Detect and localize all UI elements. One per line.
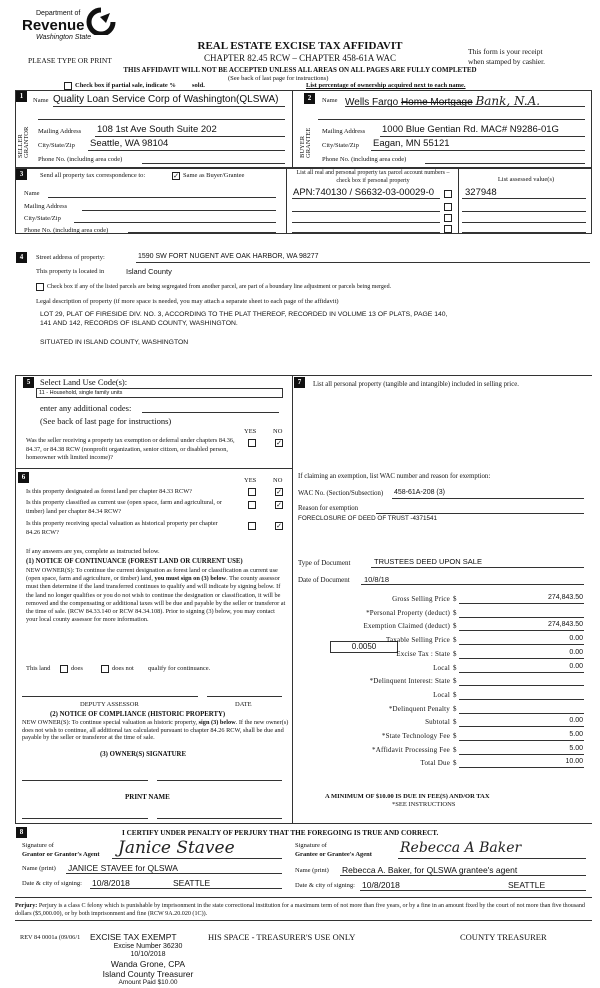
underline [459,603,584,604]
underline [371,150,585,151]
buyer-name-typed: Wells Fargo [345,97,399,108]
underline [112,858,282,859]
exemption-no-checkbox[interactable]: ✓ [276,439,282,447]
street-address[interactable]: 1590 SW FORT NUGENT AVE OAK HARBOR, WA 98277 [138,253,319,260]
underline [292,198,440,199]
historic-question: Is this property receiving special valuation as historical property per chapter 84.26 RCW? [26,520,218,536]
see-back-note: (See back of last page for instructions) [228,75,329,82]
underline [459,754,584,755]
fee-value[interactable]: 10.00 [565,758,583,766]
text-bold: sign (3) below [198,719,236,726]
section-2-badge: 2 [304,93,315,104]
grantor-name[interactable]: JANICE STAVEE for QLSWA [68,863,178,873]
underline [371,567,584,568]
underline [462,232,586,233]
wac-number[interactable]: 458-61A-208 (3) [394,489,445,496]
see-back-label: (See back of last page for instructions) [40,416,172,426]
divider [15,468,292,469]
print-name-line[interactable] [22,818,148,819]
exemption-question: Was the seller receiving a property tax exemption or deferral under chapters 84.36, 84.37, or 84.38 RCW (nonprofit organization, senior citizen, or disabled person, homeowner with limited income)? [26,437,235,461]
text: . The county assessor must then determine if the land transferred continues to qualify and will indicate by signing below. If the land no longer qualifies or you do not wish to continue the designation or classification, it will be removed and the compensating or additional taxes will be due and payable by the seller or transferor at the time of sale. (RCW 84.33.140 or RCW 84.34.108). Prior to signing (3) below, you may contact your local county assessor for more information. [26,575,286,624]
dollar-sign: $ [453,690,457,699]
print-name-line[interactable] [157,818,282,819]
segregate-label: Check box if any of the listed parcels are being segregated from another parcel, are part of a boundary line adjustment or parcels being merged. [47,284,392,290]
additional-codes-label: enter any additional codes: [40,403,132,413]
text: NEW OWNER(S): To continue special valuation as historic property, [22,719,199,726]
dollar-sign: $ [453,745,457,754]
dollar-sign: $ [453,608,457,617]
underline [459,685,584,686]
seller-city-label: City/State/Zip [38,142,75,149]
logo-state: Washington State [36,34,92,41]
divider [15,823,592,824]
current-use-no-checkbox[interactable]: ✓ [276,501,282,509]
dollar-sign: $ [453,663,457,672]
text: . If the new owner(s) does not wish to continue, all additional tax calculated pursuant to chapter 84.26 RCW, shall be due and payable by the seller or transferor at the time of sale. [22,719,289,741]
corr-name-label: Name [24,190,40,197]
underline [380,136,585,137]
fee-label: *Affidavit Processing Fee [372,745,450,754]
receipt-note-2: when stamped by cashier. [468,57,546,66]
parcel-header: List all real and personal property tax parcel account numbers – check box if personal property [296,170,450,184]
seller-name[interactable]: Quality Loan Service Corp of Washington(QLSWA) [53,94,279,105]
qualify-label: qualify for continuance. [148,665,211,672]
minimum-note: A MINIMUM OF $10.00 IS DUE IN FEE(S) AND/OR TAX [325,793,490,800]
underline [128,232,276,233]
underline [462,211,586,212]
exemption-yes-checkbox[interactable] [248,439,256,447]
owner-signature-title: (3) OWNER(S) SIGNATURE [100,751,186,758]
form-warning: THIS AFFIDAVIT WILL NOT BE ACCEPTED UNLESS ALL AREAS ON ALL PAGES ARE FULLY COMPLETED [123,66,477,74]
underline [66,873,282,874]
fee-value[interactable]: 5.00 [569,731,583,738]
divider [292,90,293,168]
divider [292,375,293,823]
fee-label: Total Due [420,759,450,768]
underline [462,198,586,199]
segregate-checkbox[interactable] [36,283,44,291]
dollar-sign: $ [453,595,457,603]
underline [142,163,285,164]
assessor-date-line[interactable] [207,696,282,697]
grantee-city[interactable]: SEATTLE [508,880,546,890]
street-label: Street address of property: [36,254,105,261]
amount-paid: Amount Paid $10.00 [118,979,178,986]
notice-compliance-title: (2) NOTICE OF COMPLIANCE (HISTORIC PROPERTY) [50,711,226,718]
underline [38,119,285,120]
treasurer-title: Island County Treasurer [102,969,194,979]
partial-sale-checkbox[interactable] [64,82,72,90]
forest-no-checkbox[interactable]: ✓ [276,488,282,496]
wac-label: WAC No. (Section/Subsection) [298,490,384,497]
underline [90,888,282,889]
dollar-sign: $ [453,649,457,658]
does-not-checkbox[interactable] [101,665,109,673]
fee-label: *State Technology Fee [381,732,450,740]
seller-name-label: Name [33,97,49,104]
yes-header: YES [244,428,257,435]
this-land-label: This land [26,665,51,672]
doc-date[interactable]: 10/8/18 [364,575,390,584]
no-header: NO [273,428,283,435]
local-rate-field[interactable]: 0.0050 [330,641,398,653]
seller-mail[interactable]: 108 1st Ave South Suite 202 [97,124,217,135]
legal-line-1: LOT 29, PLAT OF FIRESIDE DIV. NO. 3, ACCORDING TO THE PLAT THEREOF, RECORDED IN VOLUME 13 OF PLATS, PAGE 140, [40,311,448,318]
fee-label: Taxable Selling Price [386,636,450,645]
underline [88,150,285,151]
underline [459,699,584,700]
corr-phone-label: Phone No. (including area code) [24,227,109,234]
exempt-stamp: EXCISE TAX EXEMPT [90,932,177,942]
grantor-date[interactable]: 10/8/2018 [92,878,130,888]
underline [292,222,440,223]
underline [48,197,276,198]
assessed-header: List assessed value(s) [497,176,555,183]
yes-header: YES [244,477,257,484]
underline [459,672,584,673]
grantor-name-label: Name (print) [22,865,56,872]
print-name-label: PRINT NAME [125,793,170,801]
buyer-city-label: City/State/Zip [322,142,359,149]
underline [459,740,584,741]
underline [318,119,585,120]
dollar-sign: $ [453,704,457,713]
reason-label: Reason for exemption [298,505,359,512]
fee-label: *Delinquent Interest: State [369,677,450,686]
dollar-sign: $ [453,622,457,631]
dollar-sign: $ [453,759,457,768]
underline [360,890,586,891]
grantee-name[interactable]: Rebecca A. Baker, for QLSWA grantee's agent [342,865,518,875]
underline [376,513,584,514]
section-7-badge: 7 [294,377,305,388]
underline [95,136,285,137]
section-8-badge: 8 [16,827,27,838]
located-label: This property is located in [36,268,105,275]
underline [392,498,584,499]
historic-yes-checkbox[interactable] [248,522,256,530]
historic-no-checkbox[interactable]: ✓ [276,522,282,530]
form-revision: REV 84 0001a (09/06/1 [20,934,81,941]
treasurer-use-label: HIS SPACE - TREASURER'S USE ONLY [208,932,356,942]
please-type: PLEASE TYPE OR PRINT [28,56,112,65]
perjury-bold: Perjury: [15,903,38,909]
grantor-agent-label: Grantor or Grantor's Agent [22,851,100,858]
underline [292,232,440,233]
does-not-label: does not [112,665,134,672]
corr-mail-label: Mailing Address [24,203,68,210]
dollar-sign: $ [453,636,457,645]
fee-value[interactable]: 0.00 [569,648,583,656]
buyer-phone-label: Phone No. (including area code) [322,156,407,163]
exemption-reason[interactable]: FORECLOSURE OF DEED OF TRUST -4371541 [298,515,438,522]
current-use-question: Is this property classified as current use (open space, farm and agricultural, or timber) land per chapter 84.34 RCW? [26,499,222,515]
buyer-side-label: BUYER GRANTEE [299,127,312,158]
county[interactable]: Island County [126,267,172,276]
underline [459,630,584,631]
date-label: DATE [235,701,252,708]
buyer-mail[interactable]: 1000 Blue Gentian Rd. MAC# N9286-01G [382,124,559,135]
grantor-signature[interactable]: Janice Stavee [118,838,235,858]
notice-continuance-text [26,567,288,624]
forest-yes-checkbox[interactable] [248,488,256,496]
no-header: NO [273,477,283,484]
underline [459,726,584,727]
doc-type-label: Type of Document [298,559,351,567]
buyer-city[interactable]: Eagan, MN 55121 [373,138,450,149]
grantee-signature[interactable]: Rebecca A Baker [400,840,522,856]
fee-label: Local [433,663,450,672]
text-bold: you must sign on (3) below [154,575,227,583]
underline [340,875,586,876]
receipt-note-1: This form is your receipt [468,47,543,56]
underline [345,106,585,107]
grantee-agent-label: Grantee or Grantee's Agent [295,851,372,858]
buyer-name-label: Name [322,97,338,104]
notice-continuance-title: (1) NOTICE OF CONTINUANCE (FOREST LAND OR CURRENT USE) [26,558,243,565]
excise-number: Excise Number 36230 [113,943,183,950]
section-4-badge: 4 [16,252,27,263]
underline [142,412,279,413]
section-6-badge: 6 [18,472,29,483]
ownership-pct-note: List percentage of ownership acquired next to each name. [306,82,466,89]
seller-mail-label: Mailing Address [38,128,82,135]
same-as-buyer-checkbox[interactable]: ✓ [173,172,179,180]
same-as-buyer-label: Same as Buyer/Grantee [183,172,245,179]
perjury-text: Perjury is a class C felony which is punishable by imprisonment in the state correctional institution for a maximum term of not more than five years, or by a fine in an amount fixed by the court of not more than five thousand dollars ($5,000.00), or by both imprisonment and fine (RCW 9A.20.020 (1C)). [15,903,585,917]
section-5-badge: 5 [23,377,34,388]
section-1-badge: 1 [16,91,27,102]
fee-value[interactable]: 274,843.50 [547,594,583,601]
owner-signature-line[interactable] [22,780,148,781]
send-correspondence-label: Send all property tax correspondence to: [40,172,146,179]
assessed-value[interactable]: 327948 [465,187,497,198]
dollar-sign: $ [453,732,457,740]
owner-signature-line[interactable] [157,780,282,781]
text: NEW OWNER(S): To continue the current designation as forest land or classification as current use (open space, farm and agriculture, or timber) land, [26,567,278,583]
seller-phone-label: Phone No. (including area code) [38,156,123,163]
notice-compliance-text [22,719,290,742]
sig-of-label: Signature of [295,842,327,849]
personal-property-checkbox[interactable] [444,190,452,198]
logo-name: Revenue [22,17,85,34]
divider [458,168,459,234]
perjury-notice [15,902,595,918]
fee-label: Subtotal [425,718,450,727]
current-use-yes-checkbox[interactable] [248,501,256,509]
grantee-date-label: Date & city of signing: [295,882,355,889]
logo-dept: Department of [36,10,81,17]
legal-label: Legal description of property (if more space is needed, you may attach a separate sheet to each page of the affidavit) [36,298,339,305]
doc-date-label: Date of Document [298,576,350,584]
section-3-badge: 3 [16,169,27,180]
parcel-number[interactable]: APN:740130 / S6632-03-00029-0 [293,187,435,198]
land-use-label: Select Land Use Code(s): [40,377,128,387]
seller-side-label: SELLER GRANTOR [17,126,30,158]
county-treasurer-label: COUNTY TREASURER [460,932,547,942]
legal-line-2: 141 AND 142, RECORDS OF ISLAND COUNTY, WASHINGTON. [40,320,238,327]
fee-label: *Delinquent Penalty [388,704,450,713]
underline [459,713,584,714]
deputy-assessor-label: DEPUTY ASSESSOR [80,701,139,708]
dollar-sign: $ [453,677,457,686]
fee-value[interactable]: 274,843.50 [547,621,583,629]
underline [82,210,276,211]
does-label: does [71,665,83,672]
legal-line-3: SITUATED IN ISLAND COUNTY, WASHINGTON [40,339,189,346]
underline [398,858,586,859]
underline [74,222,276,223]
corr-city-label: City/State/Zip [24,215,61,222]
personal-property-checkbox[interactable] [444,214,452,222]
land-use-code-field[interactable]: 11 - Household, single family units [36,388,283,398]
fee-value[interactable]: 0.00 [569,635,583,643]
underline [53,106,285,107]
form-chapter: CHAPTER 82.45 RCW – CHAPTER 458-61A WAC [204,53,396,63]
grantee-name-label: Name (print) [295,867,329,874]
see-instructions: *SEE INSTRUCTIONS [392,801,456,808]
assessor-signature-line[interactable] [22,696,198,697]
buyer-name-handwritten: Bank, N.A. [475,94,541,108]
form-title: REAL ESTATE EXCISE TAX AFFIDAVIT [197,40,403,52]
divider [15,897,592,898]
underline [459,644,584,645]
dollar-sign: $ [453,718,457,727]
divider [286,168,287,234]
underline [361,584,584,585]
grantee-date[interactable]: 10/8/2018 [362,880,400,890]
sig-of-label: Signature of [22,842,54,849]
personal-property-label: List all personal property (tangible and intangible) included in selling price. [313,381,519,388]
underline [136,262,590,263]
grantor-date-label: Date & city of signing: [22,880,82,887]
buyer-name-struck: Home Mortgage [400,97,473,108]
personal-property-checkbox[interactable] [444,203,452,211]
divider [15,920,592,921]
seller-city[interactable]: Seattle, WA 98104 [90,138,169,149]
doc-type[interactable]: TRUSTEES DEED UPON SALE [374,557,482,566]
underline [292,211,440,212]
fee-label: Exemption Claimed (deduct) [363,622,450,631]
forest-question: Is this property designated as forest land per chapter 84.33 RCW? [26,488,192,495]
logo-swirl-icon [86,7,116,35]
underline [459,658,584,659]
fee-value[interactable]: 0.00 [569,662,583,670]
sold-label: sold. [192,82,205,89]
underline [425,163,585,164]
underline [459,617,584,618]
underline [462,222,586,223]
exemption-header: If claiming an exemption, list WAC number and reason for exemption: [298,473,491,480]
fee-value[interactable]: 5.00 [569,744,583,752]
certify-statement: I CERTIFY UNDER PENALTY OF PERJURY THAT THE FOREGOING IS TRUE AND CORRECT. [122,829,439,837]
fee-label: Gross Selling Price [392,595,450,603]
buyer-mail-label: Mailing Address [322,128,366,135]
if-yes-note: If any answers are yes, complete as instructed below. [26,548,160,555]
personal-property-checkbox[interactable] [444,225,452,233]
stamp-date: 10/10/2018 [130,951,166,958]
treasurer-name: Wanda Grone, CPA [110,959,186,969]
fee-label: Local [433,690,450,699]
fee-label: Excise Tax : State [396,649,450,658]
grantor-city[interactable]: SEATTLE [173,878,211,888]
fee-label: *Personal Property (deduct) [366,608,450,617]
does-checkbox[interactable] [60,665,68,673]
partial-sale-label: Check box if partial sale, indicate % [75,82,176,89]
fee-value[interactable]: 0.00 [569,717,583,725]
underline [459,767,584,768]
